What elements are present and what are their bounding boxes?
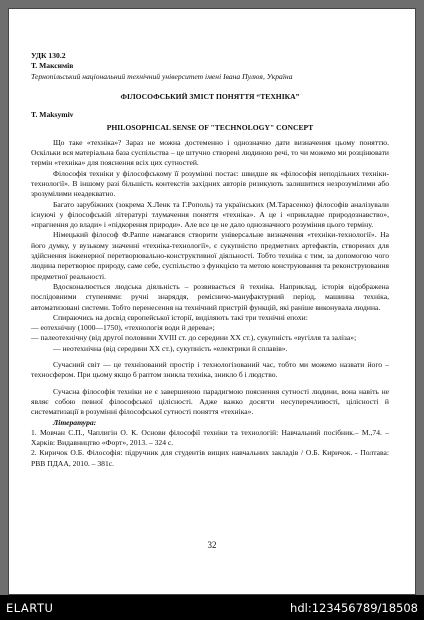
paragraph: Філософія техніки у філософському її розумінні постає: швидше як «філософія неподільних техніки-технології». В іншому разі більшість контекстів західних авторів ризикують залишитися незрозумілими або зрозумілими неадекватно. — [31, 168, 389, 199]
paragraph: Сучасний світ — це технізований простір і технологізований час, тобто ми можемо назвати його – техносфером. При цьому якщо б раптом зникла техніка, зникло б і людство. — [31, 360, 389, 380]
paragraph: Вдосконалюється людська діяльність – розвивається й техніка. Наприклад, історія відображена послідовними ступенями: ручні знаряддя, ремісничо-мануфактурний період, машинна техніка, автоматизовані системи. Тобто перенесення на технічний пристрій функцій, які раніше виконувала людина. — [31, 281, 389, 312]
reference-item: 2. Киричок О.Б. Філософія: підручник для студентів вищих навчальних закладів / О.Б. Киричок. - Полтава: РВВ ПДАА, 2010. – 381с. — [31, 448, 389, 468]
page-number: 32 — [207, 540, 217, 550]
document-content — [31, 51, 389, 469]
paragraph: Німецький філософ Ф.Раппе намагався створити універсальне визначення «техніки-технології». На його думку, у вузькому значенні «техніка-технології», є сукупністю предметних артефактів, створених для здійснення інженерної перетворювально-конструктивної діяльності. Тобто техніка є тим, за допомогою чого людина перетворює природу, саме себе, суспільство з функцією та метою конструювання та реконструювання предметної реальності. — [31, 230, 389, 281]
paragraph: Сучасна філософія техніки не є завершеною парадигмою пояснення сутності людини, вона навіть не являє собою певної філософської цілісності. Адже важко досягти несуперечливості, цілісності й систематизації в розумінні філософської сутності поняття «техніка». — [31, 386, 389, 417]
author-ua: Т. Максимів — [31, 61, 74, 71]
era-item: — неотехнічна (від середини XX ст.), сукупність «електрики й сплавів». — [53, 343, 288, 353]
title-ua: ФІЛОСОФСЬКИЙ ЗМІСТ ПОНЯТТЯ “ТЕХНІКА” — [120, 91, 300, 101]
affiliation: Тернопільський національний технічний університет імені Івана Пулюя, Україна — [31, 71, 293, 81]
era-item: — еотехнічну (1000—1750), «технологія води й дерева»; — [31, 323, 215, 333]
repository-name: ELARTU — [6, 601, 54, 615]
handle-identifier[interactable]: hdl:123456789/18508 — [290, 601, 418, 615]
references-title: Література: — [53, 417, 97, 427]
paragraph: Багато зарубіжних (зокрема Х.Ленк та Г.Рополь) та українських (М.Тарасенко) філософів аналізували існуючі у філософській літературі тлумачення поняття «техніка». А це і «прикладне природознавство», «прагнення до влади» і «підкорення природи». Але все це не дало однозначного розуміння цього терміну. — [31, 199, 389, 230]
document-page — [8, 8, 416, 595]
udk-code: УДК 130.2 — [31, 51, 66, 60]
era-item: — палеотехнічну (від другої половини XVIII ст. до середини XX ст.), сукупність «вугілля та заліза»; — [31, 333, 357, 343]
reference-item: 1. Мовчан С.П., Чаплигін О. К. Основи філософії техніки та технологій: Навчальний посібник.– М.,74. – Харків: Видавництво «Форт», 2013. – 324 с. — [31, 427, 389, 448]
viewer-footer-bar — [0, 595, 424, 620]
title-en: PHILOSOPHICAL SENSE OF "TECHNOLOGY" CONCEPT — [106, 123, 314, 133]
author-en: T. Maksymiv — [31, 110, 74, 120]
paragraph: Що таке «техніка»? Зараз не можна достеменно і однозначно дати визначення цьому поняттю. Оскільки вся матеріальна база суспільства – це штучно створені людиною речі, то чи можемо ми розцінювати термін «техніка» для пояснення всіх цих сутностей. — [31, 137, 389, 168]
paragraph: Спираючись на досвід європейської історії, виділяють такі три технічні епохи: — [53, 312, 308, 322]
